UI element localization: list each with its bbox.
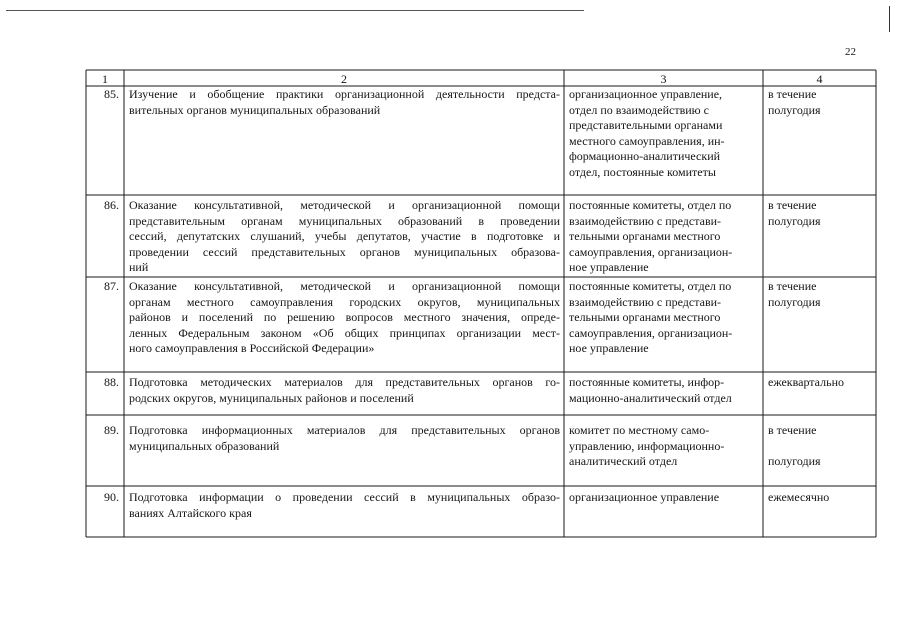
header-col-1: 1 (102, 72, 108, 86)
text-line: постоянные комитеты, отдел по (569, 279, 732, 293)
deadline (768, 198, 868, 229)
text-line: полугодия (768, 454, 821, 469)
text-line: тельными органами местного (569, 229, 721, 244)
work-description (129, 279, 560, 357)
row-number: 87. (104, 279, 119, 293)
work-description (129, 87, 560, 118)
work-description (129, 423, 560, 454)
text-line: проведении сессий представительных органов муниципальных образова- (129, 244, 560, 259)
responsible-units (569, 198, 759, 276)
text-line: формационно-аналитический (569, 149, 721, 164)
text-line: ное управление (569, 341, 649, 356)
row-number: 90. (104, 490, 119, 504)
deadline (768, 423, 868, 470)
text-line: полугодия (768, 294, 821, 309)
text-line: в течение (768, 198, 817, 212)
row-number: 86. (104, 198, 119, 212)
text-line: Оказание консультативной, методической и организационной помощи (129, 279, 560, 293)
row-number: 88. (104, 375, 119, 389)
text-line: сессий, депутатских слушаний, учебы депутатов, участие в подготовке и (129, 229, 560, 244)
deadline (768, 87, 868, 118)
text-line: полугодия (768, 213, 821, 228)
row-number: 85. (104, 87, 119, 101)
text-line: организационное управление (569, 490, 720, 504)
work-description (129, 490, 560, 521)
text-line: муниципальных образований (129, 438, 280, 453)
text-line: представительными органами (569, 118, 723, 133)
text-line: в течение (768, 423, 817, 437)
text-line: Оказание консультативной, методической и организационной помощи (129, 198, 560, 212)
text-line: ное управление (569, 260, 649, 275)
text-line: тельными органами местного (569, 310, 721, 325)
text-line: взаимодействию с представи- (569, 294, 722, 309)
text-line: ленных Федеральным законом «Об общих принципах организации мест- (129, 325, 560, 340)
text-line: ний (129, 260, 149, 275)
deadline (768, 375, 868, 391)
responsible-units (569, 279, 759, 357)
header-col-4: 4 (816, 72, 823, 86)
text-line: ваниях Алтайского края (129, 505, 252, 520)
text-line: Подготовка информации о проведении сессий в муниципальных образо- (129, 490, 560, 504)
header-col-3: 3 (660, 72, 667, 86)
text-line: постоянные комитеты, инфор- (569, 375, 725, 389)
text-line: Подготовка информационных материалов для представительных органов (129, 423, 560, 437)
deadline (768, 279, 868, 310)
text-line (768, 439, 868, 455)
text-line: вительных органов муниципальных образований (129, 102, 381, 117)
text-line: мационно-аналитический отдел (569, 390, 732, 405)
text-line: взаимодействию с представи- (569, 213, 722, 228)
responsible-units (569, 490, 759, 506)
text-line: комитет по местному само- (569, 423, 710, 437)
text-line: полугодия (768, 102, 821, 117)
text-line: в течение (768, 279, 817, 293)
text-line: ежемесячно (768, 490, 830, 504)
responsible-units (569, 375, 759, 406)
work-description (129, 198, 560, 276)
row-number: 89. (104, 423, 119, 437)
text-line: отдел, постоянные комитеты (569, 164, 716, 179)
work-description (129, 375, 560, 406)
responsible-units (569, 87, 759, 181)
deadline (768, 490, 868, 506)
text-line: аналитический отдел (569, 454, 678, 469)
text-line: отдел по взаимодействию с (569, 102, 709, 117)
text-line: постоянные комитеты, отдел по (569, 198, 732, 212)
text-line: в течение (768, 87, 817, 101)
text-line: Изучение и обобщение практики организационной деятельности предста- (129, 87, 560, 101)
text-line: ного самоуправления в Российской Федерации» (129, 341, 375, 356)
text-line: организационное управление, (569, 87, 723, 101)
header-col-2: 2 (341, 72, 347, 86)
text-line: Подготовка методических материалов для представительных органов го- (129, 375, 560, 389)
text-line: ежеквартально (768, 375, 844, 389)
text-line: родских округов, муниципальных районов и поселений (129, 390, 414, 405)
page-number: 22 (845, 46, 856, 58)
text-line: управлению, информационно- (569, 438, 725, 453)
text-line: местного самоуправления, ин- (569, 133, 725, 148)
text-line: самоуправления, организацион- (569, 244, 733, 259)
text-line: органам местного самоуправления городских округов, муниципальных (129, 294, 560, 309)
text-line: самоуправления, организацион- (569, 325, 733, 340)
text-line: районов и поселений по решению вопросов местного значения, опреде- (129, 310, 560, 325)
text-line: представительным органам муниципальных образований в проведении (129, 213, 560, 228)
responsible-units (569, 423, 759, 470)
